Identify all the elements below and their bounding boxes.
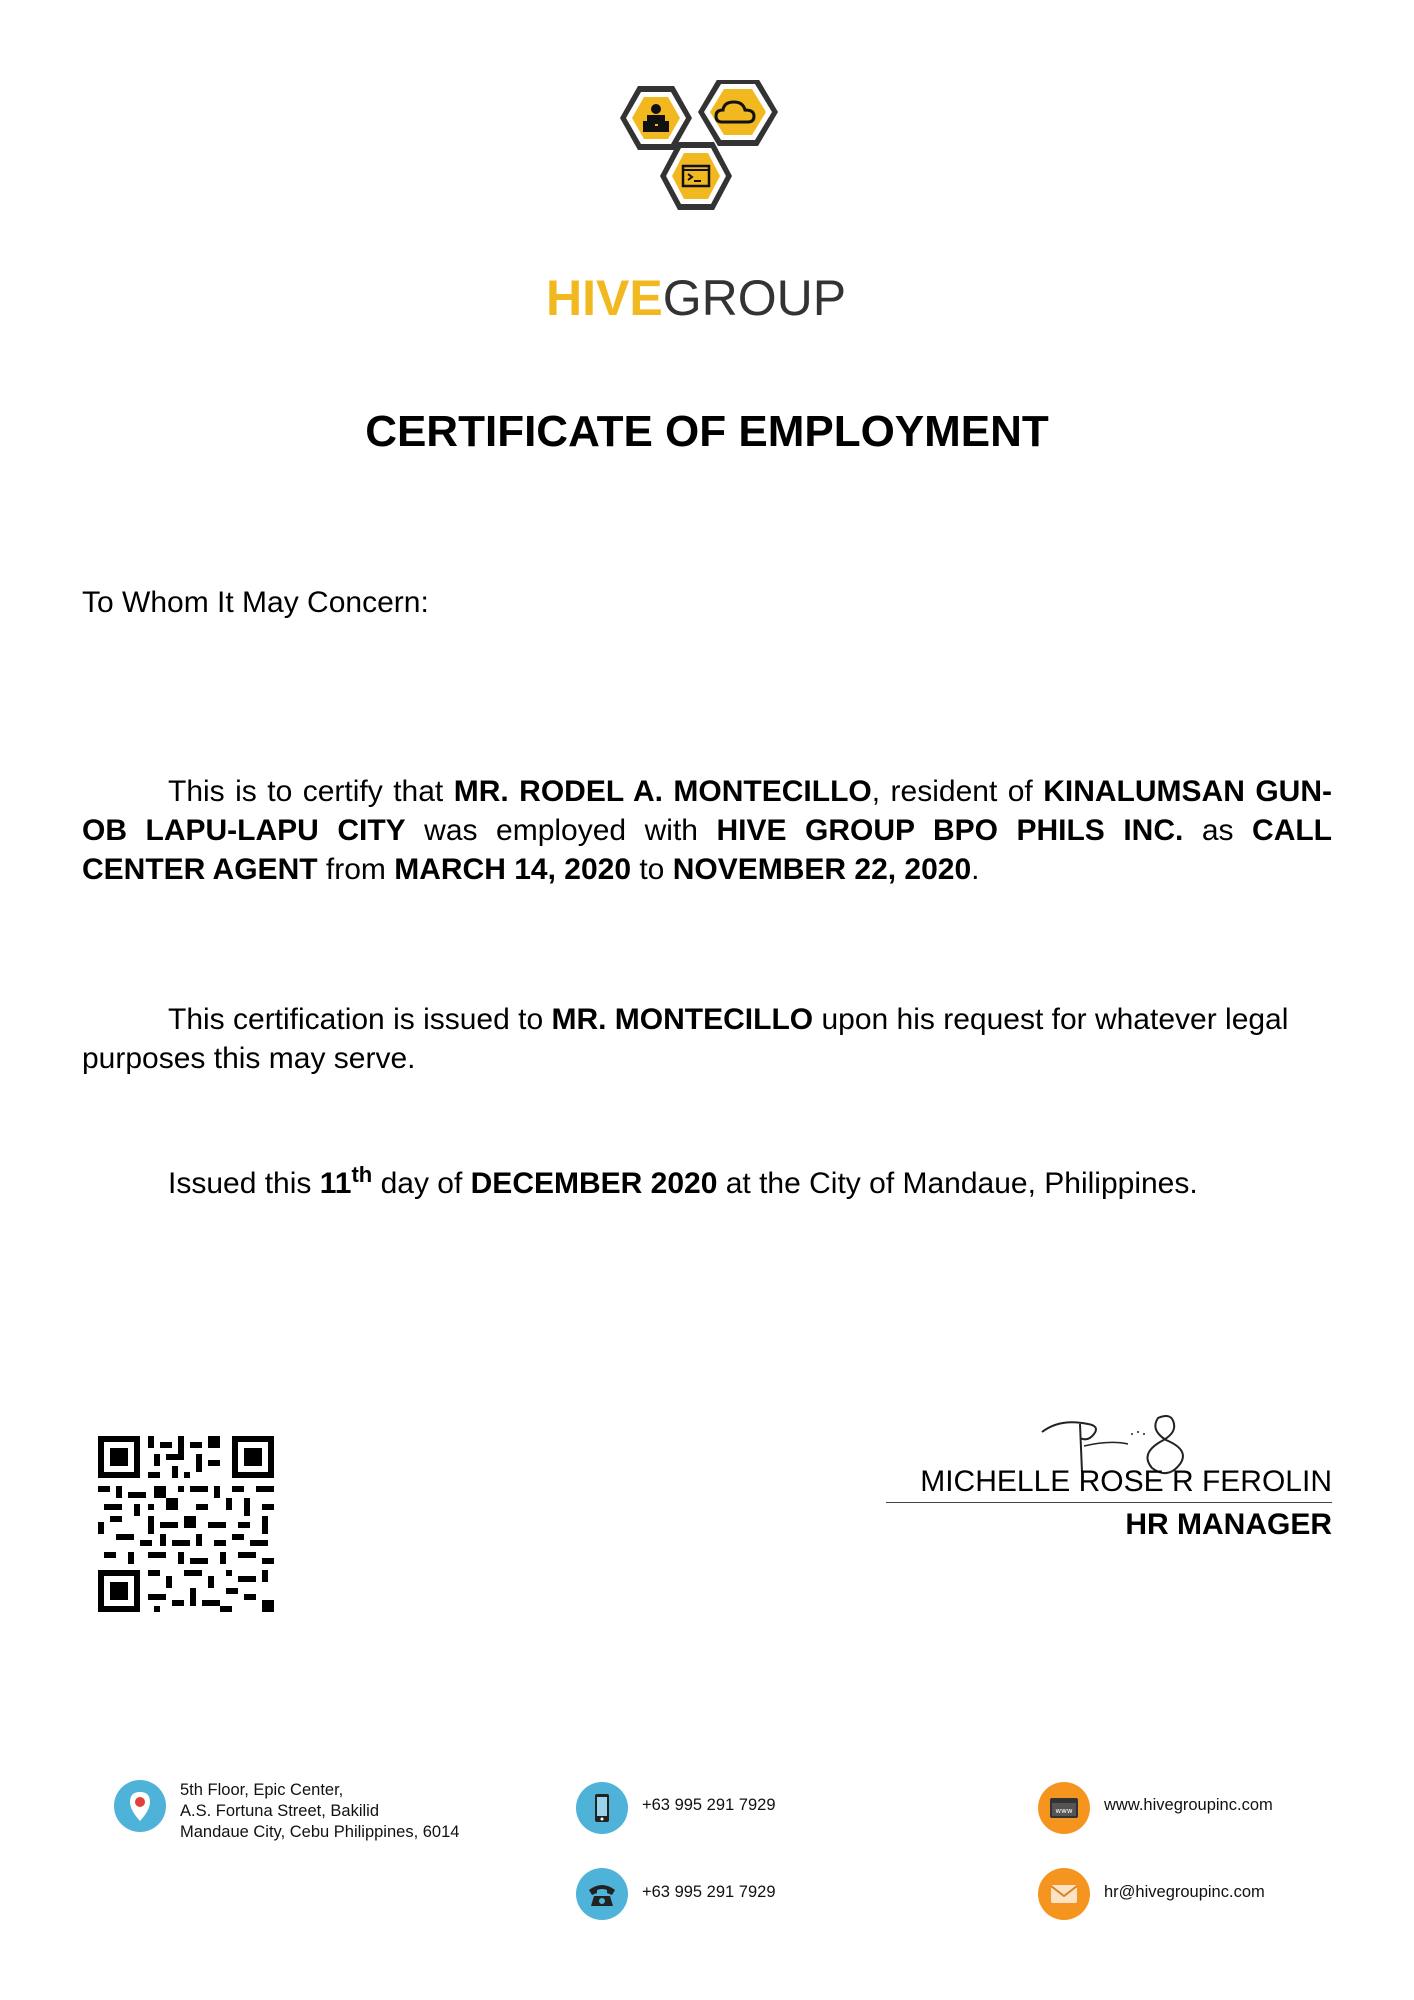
company-name: HIVE GROUP BPO PHILS INC. — [716, 814, 1184, 847]
qr-code-icon — [98, 1436, 274, 1612]
employee-short-name: MR. MONTECILLO — [551, 1003, 814, 1036]
document-title: CERTIFICATE OF EMPLOYMENT — [365, 407, 1049, 456]
employee-name: MR. RODEL A. MONTECILLO — [453, 775, 872, 808]
mobile-phone-icon — [576, 1782, 628, 1834]
footer-website-link[interactable]: www.hivegroupinc.com — [1104, 1796, 1273, 1814]
web-browser-icon — [1038, 1782, 1090, 1834]
signatory-name: MICHELLE ROSE R FEROLIN — [886, 1462, 1332, 1503]
brand-hive: HIVE — [546, 270, 663, 326]
job-position: CALL CENTER AGENT — [82, 814, 1333, 886]
envelope-icon — [1038, 1868, 1090, 1920]
footer-address: 5th Floor, Epic Center, A.S. Fortuna Street, Bakilid Mandaue City, Cebu Philippines, 6014 — [180, 1781, 460, 1841]
start-date: MARCH 14, 2020 — [394, 853, 631, 886]
svg-text:www: www — [1055, 1807, 1073, 1815]
employee-address: KINALUMSAN GUN-OB LAPU-LAPU CITY — [82, 775, 1332, 847]
location-pin-icon — [114, 1780, 166, 1832]
signatory-title: HR MANAGER — [1125, 1508, 1332, 1541]
brand-wordmark — [546, 268, 876, 328]
telephone-icon — [576, 1868, 628, 1920]
certification-paragraph: This is to certify that MR. RODEL A. MONTECILLO, resident of KINALUMSAN GUN-OB LAPU-LAPU CITY was employed with HIVE GROUP BPO PHILS INC. as CALL CENTER AGENT from MARCH 14, 2020 to NOVEMBER 22, 2020. — [82, 775, 1333, 886]
footer-mobile-link[interactable]: +63 995 291 7929 — [642, 1796, 776, 1814]
footer-phone-link[interactable]: +63 995 291 7929 — [642, 1883, 776, 1901]
footer-email-link[interactable]: hr@hivegroupinc.com — [1104, 1883, 1265, 1901]
purpose-paragraph: This certification is issued to MR. MONTECILLO upon his request for whatever legal purposes this may serve. — [82, 1003, 1289, 1075]
end-date: NOVEMBER 22, 2020 — [672, 853, 972, 886]
issued-day: 11th — [319, 1162, 373, 1200]
hive-logo-icon — [580, 80, 880, 240]
issued-month-year: DECEMBER 2020 — [470, 1167, 718, 1200]
brand-group: GROUP — [662, 270, 847, 326]
salutation: To Whom It May Concern: — [82, 586, 429, 619]
issued-line: Issued this 11th day of DECEMBER 2020 at the City of Mandaue, Philippines. — [168, 1162, 1198, 1200]
